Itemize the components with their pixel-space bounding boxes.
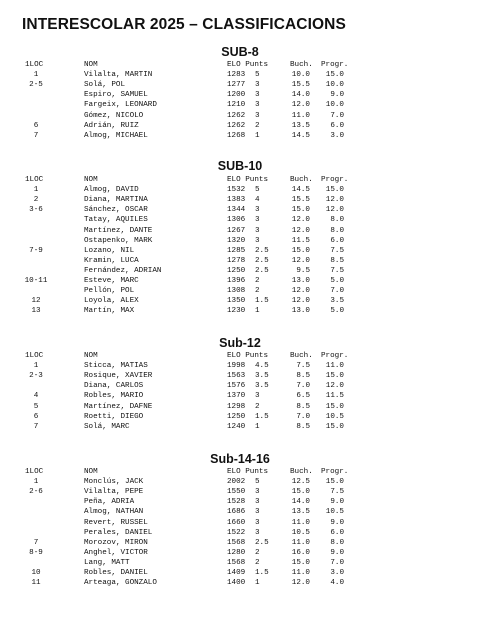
- rank-cell: 2-6: [29, 488, 43, 497]
- points-cell: 3: [255, 488, 260, 497]
- buchholz-cell: 15.0: [291, 246, 310, 255]
- table-row: [0, 507, 480, 517]
- header-buch: Buch.: [290, 352, 313, 360]
- table-row: [0, 538, 480, 548]
- table-row: [0, 548, 480, 558]
- table-row: [0, 111, 480, 121]
- buchholz-cell: 7.5: [296, 362, 310, 371]
- section-heading: Sub-14-16: [210, 452, 270, 466]
- header-name: NOM: [84, 352, 98, 360]
- player-name: Almog, MICHAEL: [84, 131, 148, 140]
- player-name: Espiro, SAMUEL: [84, 91, 148, 100]
- progressive-cell: 7.5: [330, 488, 344, 497]
- player-name: Esteve, MARC: [84, 277, 139, 285]
- progressive-cell: 6.0: [330, 528, 344, 537]
- player-name: Peña, ADRIA: [84, 498, 135, 507]
- progressive-cell: 6.0: [330, 236, 344, 245]
- progressive-cell: 7.5: [330, 246, 344, 255]
- section-heading: SUB-10: [217, 159, 263, 173]
- rank-cell: 7: [33, 422, 39, 431]
- player-name: Roetti, DIEGO: [84, 412, 144, 421]
- header-elo-punts: ELO Punts: [227, 468, 269, 476]
- elo-cell: 1522: [227, 528, 246, 537]
- header-elo-punts: ELO Punts: [227, 352, 269, 360]
- buchholz-cell: 12.0: [291, 297, 310, 306]
- table-row: [0, 391, 480, 401]
- buchholz-cell: 14.5: [291, 131, 310, 140]
- header-loc: 1LOC: [25, 176, 44, 184]
- table-row: [0, 306, 480, 316]
- player-name: Vilalta, MARTIN: [84, 71, 153, 80]
- progressive-cell: 10.0: [325, 101, 344, 110]
- player-name: Morozov, MIRON: [84, 538, 148, 547]
- progressive-cell: 15.0: [325, 478, 344, 487]
- points-cell: 3: [255, 226, 260, 235]
- player-name: Robles, DANIEL: [84, 569, 148, 577]
- table-row: [0, 276, 480, 286]
- player-name: Solá, POL: [84, 81, 126, 90]
- table-row: [0, 205, 480, 215]
- rank-cell: 2-5: [29, 81, 43, 90]
- table-row: [0, 518, 480, 528]
- buchholz-cell: 14.0: [291, 498, 310, 507]
- player-name: Kramin, LUCA: [84, 256, 139, 265]
- rank-cell: 10-11: [24, 277, 48, 285]
- elo-cell: 2002: [227, 478, 246, 487]
- elo-cell: 1250: [227, 412, 246, 421]
- progressive-cell: 12.0: [325, 206, 344, 215]
- header-elo-punts: ELO Punts: [227, 176, 269, 184]
- points-cell: 2.5: [255, 256, 269, 265]
- player-name: Rosique, XAVIER: [84, 372, 153, 381]
- player-name: Tatay, AQUILES: [84, 216, 148, 225]
- progressive-cell: 10.5: [325, 412, 344, 421]
- page-title: INTERESCOLAR 2025 – CLASSIFICACIONS: [22, 16, 346, 33]
- elo-cell: 1240: [227, 422, 246, 431]
- points-cell: 3: [255, 206, 260, 215]
- rank-cell: 7: [33, 538, 39, 547]
- buchholz-cell: 11.0: [291, 111, 310, 120]
- rank-cell: 13: [31, 307, 41, 316]
- buchholz-cell: 9.5: [296, 266, 310, 275]
- table-header-row: [0, 60, 480, 70]
- rank-cell: 1: [33, 71, 39, 80]
- player-name: Perales, DANIEL: [84, 528, 153, 537]
- progressive-cell: 11.5: [325, 392, 344, 401]
- rank-cell: 5: [33, 402, 39, 411]
- progressive-cell: 8.5: [330, 256, 344, 265]
- points-cell: 3: [255, 111, 260, 120]
- header-name: NOM: [84, 468, 98, 476]
- points-cell: 4: [255, 196, 260, 205]
- table-row: [0, 402, 480, 412]
- buchholz-cell: 15.0: [291, 558, 310, 567]
- elo-cell: 1350: [227, 297, 246, 306]
- elo-cell: 1568: [227, 538, 246, 547]
- elo-cell: 1370: [227, 392, 246, 401]
- table-header-row: [0, 351, 480, 361]
- header-progr: Progr.: [321, 176, 349, 184]
- elo-cell: 1998: [227, 362, 246, 371]
- player-name: Almog, DAVID: [84, 186, 139, 195]
- table-header-row: [0, 175, 480, 185]
- points-cell: 3.5: [255, 372, 269, 381]
- rank-cell: 7: [33, 131, 39, 140]
- progressive-cell: 8.0: [330, 226, 344, 235]
- table-row: [0, 256, 480, 266]
- points-cell: 3: [255, 528, 260, 537]
- elo-cell: 1298: [227, 402, 246, 411]
- elo-cell: 1262: [227, 111, 246, 120]
- player-name: Fargeix, LEONARD: [84, 101, 157, 110]
- table-row: [0, 131, 480, 141]
- buchholz-cell: 14.5: [291, 186, 310, 195]
- elo-cell: 1262: [227, 121, 246, 130]
- progressive-cell: 15.0: [325, 372, 344, 381]
- elo-cell: 1250: [227, 266, 246, 275]
- rank-cell: 6: [33, 121, 39, 130]
- player-name: Monclús, JACK: [84, 478, 144, 487]
- elo-cell: 1267: [227, 226, 246, 235]
- table-row: [0, 195, 480, 205]
- points-cell: 5: [255, 71, 260, 80]
- buchholz-cell: 11.0: [291, 518, 310, 527]
- buchholz-cell: 12.0: [291, 101, 310, 110]
- points-cell: 3: [255, 518, 260, 527]
- buchholz-cell: 11.0: [291, 538, 310, 547]
- header-name: NOM: [84, 176, 98, 184]
- progressive-cell: 5.0: [330, 277, 344, 285]
- elo-cell: 1210: [227, 101, 246, 110]
- buchholz-cell: 15.5: [291, 81, 310, 90]
- buchholz-cell: 12.0: [291, 287, 310, 296]
- header-progr: Progr.: [321, 468, 349, 476]
- table-row: [0, 90, 480, 100]
- buchholz-cell: 12.5: [291, 478, 310, 487]
- rank-cell: 1: [33, 186, 39, 195]
- buchholz-cell: 11.0: [291, 569, 310, 577]
- player-name: Lozano, NIL: [84, 246, 135, 255]
- table-row: [0, 497, 480, 507]
- header-progr: Progr.: [321, 352, 349, 360]
- player-name: Loyola, ALEX: [84, 297, 139, 306]
- buchholz-cell: 10.0: [291, 71, 310, 80]
- header-name: NOM: [84, 61, 98, 69]
- header-progr: Progr.: [321, 61, 349, 69]
- player-name: Pellón, POL: [84, 287, 135, 296]
- points-cell: 2: [255, 402, 260, 411]
- table-row: [0, 578, 480, 588]
- buchholz-cell: 12.0: [291, 226, 310, 235]
- table-row: [0, 246, 480, 256]
- player-name: Sánchez, OSCAR: [84, 206, 148, 215]
- buchholz-cell: 12.0: [291, 579, 310, 588]
- points-cell: 5: [255, 478, 260, 487]
- section-heading: SUB-8: [221, 45, 259, 59]
- table-row: [0, 477, 480, 487]
- buchholz-cell: 15.0: [291, 206, 310, 215]
- progressive-cell: 15.0: [325, 422, 344, 431]
- progressive-cell: 15.0: [325, 186, 344, 195]
- table-row: [0, 226, 480, 236]
- elo-cell: 1278: [227, 256, 246, 265]
- elo-cell: 1306: [227, 216, 246, 225]
- buchholz-cell: 8.5: [296, 402, 310, 411]
- points-cell: 1: [255, 131, 260, 140]
- points-cell: 1: [255, 422, 260, 431]
- table-row: [0, 361, 480, 371]
- elo-cell: 1230: [227, 307, 246, 316]
- points-cell: 3: [255, 91, 260, 100]
- progressive-cell: 7.0: [330, 558, 344, 567]
- points-cell: 3: [255, 508, 260, 517]
- points-cell: 3: [255, 498, 260, 507]
- table-row: [0, 371, 480, 381]
- elo-cell: 1660: [227, 518, 246, 527]
- player-name: Revert, RUSSEL: [84, 518, 148, 527]
- player-name: Arteaga, GONZALO: [84, 579, 157, 588]
- rank-cell: 1: [33, 362, 39, 371]
- progressive-cell: 9.0: [330, 518, 344, 527]
- points-cell: 1.5: [255, 569, 269, 577]
- points-cell: 2.5: [255, 538, 269, 547]
- progressive-cell: 3.0: [330, 131, 344, 140]
- player-name: Ostapenko, MARK: [84, 236, 153, 245]
- elo-cell: 1308: [227, 287, 246, 296]
- table-row: [0, 412, 480, 422]
- elo-cell: 1383: [227, 196, 246, 205]
- progressive-cell: 9.0: [330, 91, 344, 100]
- progressive-cell: 3.5: [330, 297, 344, 306]
- rank-cell: 12: [31, 297, 41, 306]
- header-buch: Buch.: [290, 61, 313, 69]
- elo-cell: 1686: [227, 508, 246, 517]
- player-name: Anghel, VICTOR: [84, 548, 148, 557]
- player-name: Almog, NATHAN: [84, 508, 144, 517]
- elo-cell: 1285: [227, 246, 246, 255]
- header-loc: 1LOC: [25, 61, 44, 69]
- buchholz-cell: 15.5: [291, 196, 310, 205]
- progressive-cell: 7.5: [330, 266, 344, 275]
- rank-cell: 4: [33, 392, 39, 401]
- progressive-cell: 7.0: [330, 111, 344, 120]
- points-cell: 1: [255, 307, 260, 316]
- rank-cell: 3-6: [29, 206, 43, 215]
- buchholz-cell: 16.0: [291, 548, 310, 557]
- table-header-row: [0, 467, 480, 477]
- player-name: Diana, CARLOS: [84, 382, 144, 391]
- elo-cell: 1400: [227, 579, 246, 588]
- points-cell: 2: [255, 287, 260, 296]
- points-cell: 2.5: [255, 246, 269, 255]
- progressive-cell: 9.0: [330, 498, 344, 507]
- elo-cell: 1550: [227, 488, 246, 497]
- progressive-cell: 9.0: [330, 548, 344, 557]
- table-row: [0, 296, 480, 306]
- table-row: [0, 487, 480, 497]
- buchholz-cell: 6.5: [296, 392, 310, 401]
- player-name: Adrián, RUIZ: [84, 121, 139, 130]
- header-loc: 1LOC: [25, 352, 44, 360]
- points-cell: 3: [255, 392, 260, 401]
- player-name: Robles, MARIO: [84, 392, 144, 401]
- buchholz-cell: 7.0: [296, 382, 310, 391]
- progressive-cell: 10.0: [325, 81, 344, 90]
- player-name: Gómez, NICOLO: [84, 111, 144, 120]
- points-cell: 1.5: [255, 297, 269, 306]
- table-row: [0, 286, 480, 296]
- table-row: [0, 215, 480, 225]
- progressive-cell: 7.0: [330, 287, 344, 296]
- elo-cell: 1200: [227, 91, 246, 100]
- progressive-cell: 15.0: [325, 402, 344, 411]
- elo-cell: 1576: [227, 382, 246, 391]
- player-name: Diana, MARTINA: [84, 196, 148, 205]
- header-elo-punts: ELO Punts: [227, 61, 269, 69]
- player-name: Vilalta, PEPE: [84, 488, 144, 497]
- buchholz-cell: 11.5: [291, 236, 310, 245]
- rank-cell: 8-9: [29, 548, 43, 557]
- table-row: [0, 121, 480, 131]
- elo-cell: 1268: [227, 131, 246, 140]
- buchholz-cell: 13.0: [291, 307, 310, 316]
- points-cell: 4.5: [255, 362, 269, 371]
- points-cell: 1: [255, 579, 260, 588]
- table-row: [0, 185, 480, 195]
- elo-cell: 1409: [227, 569, 246, 577]
- header-loc: 1LOC: [25, 468, 44, 476]
- progressive-cell: 12.0: [325, 382, 344, 391]
- elo-cell: 1528: [227, 498, 246, 507]
- points-cell: 2: [255, 277, 260, 285]
- section-heading: Sub-12: [219, 336, 261, 350]
- table-row: [0, 100, 480, 110]
- player-name: Lang, MATT: [84, 558, 130, 567]
- table-row: [0, 422, 480, 432]
- table-row: [0, 80, 480, 90]
- buchholz-cell: 10.5: [291, 528, 310, 537]
- table-row: [0, 568, 480, 578]
- progressive-cell: 4.0: [330, 579, 344, 588]
- player-name: Martín, MAX: [84, 307, 135, 316]
- elo-cell: 1283: [227, 71, 246, 80]
- progressive-cell: 8.0: [330, 538, 344, 547]
- table-row: [0, 558, 480, 568]
- progressive-cell: 12.0: [325, 196, 344, 205]
- points-cell: 3: [255, 216, 260, 225]
- points-cell: 2: [255, 548, 260, 557]
- points-cell: 3.5: [255, 382, 269, 391]
- points-cell: 3: [255, 81, 260, 90]
- elo-cell: 1568: [227, 558, 246, 567]
- buchholz-cell: 8.5: [296, 422, 310, 431]
- buchholz-cell: 7.0: [296, 412, 310, 421]
- points-cell: 3: [255, 101, 260, 110]
- player-name: Solá, MARC: [84, 422, 130, 431]
- elo-cell: 1532: [227, 186, 246, 195]
- progressive-cell: 6.0: [330, 121, 344, 130]
- progressive-cell: 8.0: [330, 216, 344, 225]
- elo-cell: 1563: [227, 372, 246, 381]
- elo-cell: 1344: [227, 206, 246, 215]
- buchholz-cell: 14.0: [291, 91, 310, 100]
- buchholz-cell: 13.0: [291, 277, 310, 285]
- player-name: Martínez, DAFNE: [84, 402, 153, 411]
- rank-cell: 2-3: [29, 372, 43, 381]
- rank-cell: 7-9: [29, 246, 43, 255]
- rank-cell: 11: [31, 579, 41, 588]
- progressive-cell: 11.0: [325, 362, 344, 371]
- progressive-cell: 3.0: [330, 569, 344, 577]
- points-cell: 3: [255, 236, 260, 245]
- rank-cell: 10: [31, 569, 41, 577]
- points-cell: 2.5: [255, 266, 269, 275]
- table-row: [0, 266, 480, 276]
- elo-cell: 1277: [227, 81, 246, 90]
- rank-cell: 2: [33, 196, 39, 205]
- table-row: [0, 70, 480, 80]
- buchholz-cell: 8.5: [296, 372, 310, 381]
- points-cell: 5: [255, 186, 260, 195]
- table-row: [0, 528, 480, 538]
- progressive-cell: 10.5: [325, 508, 344, 517]
- buchholz-cell: 13.5: [291, 121, 310, 130]
- player-name: Sticca, MATIAS: [84, 362, 148, 371]
- points-cell: 2: [255, 558, 260, 567]
- buchholz-cell: 15.0: [291, 488, 310, 497]
- elo-cell: 1320: [227, 236, 246, 245]
- header-buch: Buch.: [290, 468, 313, 476]
- table-row: [0, 236, 480, 246]
- table-row: [0, 381, 480, 391]
- buchholz-cell: 13.5: [291, 508, 310, 517]
- points-cell: 2: [255, 121, 260, 130]
- points-cell: 1.5: [255, 412, 269, 421]
- player-name: Fernández, ADRIAN: [84, 266, 162, 275]
- elo-cell: 1280: [227, 548, 246, 557]
- elo-cell: 1396: [227, 277, 246, 285]
- progressive-cell: 5.0: [330, 307, 344, 316]
- header-buch: Buch.: [290, 176, 313, 184]
- buchholz-cell: 12.0: [291, 216, 310, 225]
- player-name: Martínez, DANTE: [84, 226, 153, 235]
- buchholz-cell: 12.0: [291, 256, 310, 265]
- rank-cell: 1: [33, 478, 39, 487]
- progressive-cell: 15.0: [325, 71, 344, 80]
- rank-cell: 6: [33, 412, 39, 421]
